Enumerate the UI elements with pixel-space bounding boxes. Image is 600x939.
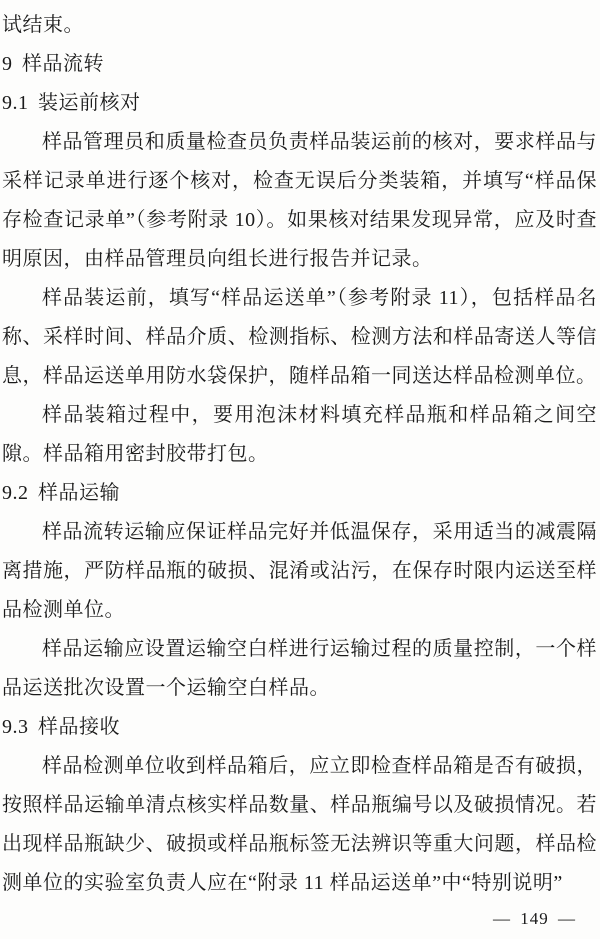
paragraph-sample-transport-1: 样品流转运输应保证样品完好并低温保存，采用适当的减震隔离措施，严防样品瓶的破损、混淆或沾污，在保存时限内运送至样品检测单位。 [2,521,597,621]
section-9-2-heading: 9.2 样品运输 [2,482,120,504]
paragraph-continued-from-previous-page: 试结束。 [2,14,84,36]
section-9-heading: 9 样品流转 [2,53,104,75]
paragraph-sample-transport-2: 样品运输应设置运输空白样进行运输过程的质量控制，一个样品运送批次设置一个运输空白样品。 [2,638,597,699]
paragraph-pre-shipment-check-2: 样品装运前，填写“样品运送单”（参考附录 11），包括样品名称、采样时间、样品介质、检测指标、检测方法和样品寄送人等信息，样品运送单用防水袋保护，随样品箱一同送达样品检测单位。 [2,287,597,387]
paragraph-pre-shipment-check-1: 样品管理员和质量检查员负责样品装运前的核对，要求样品与采样记录单进行逐个核对，检查无误后分类装箱，并填写“样品保存检查记录单”（参考附录 10）。如果核对结果发现异常，应及时查明原因，由样品管理员向组长进行报告并记录。 [2,131,597,270]
section-9-3-heading: 9.3 样品接收 [2,716,120,738]
page-footer [493,910,576,927]
paragraph-pre-shipment-check-3: 样品装箱过程中，要用泡沫材料填充样品瓶和样品箱之间空隙。样品箱用密封胶带打包。 [2,404,597,465]
paragraph-sample-reception-1: 样品检测单位收到样品箱后，应立即检查样品箱是否有破损，按照样品运输单清点核实样品数量、样品瓶编号以及破损情况。若出现样品瓶缺少、破损或样品瓶标签无法辨识等重大问题，样品检测单位的实验室负责人应在“附录 11 样品运送单”中“特别说明” [2,755,597,894]
section-9-1-heading: 9.1 装运前核对 [2,92,141,114]
page-number: — 149 — [493,909,576,928]
